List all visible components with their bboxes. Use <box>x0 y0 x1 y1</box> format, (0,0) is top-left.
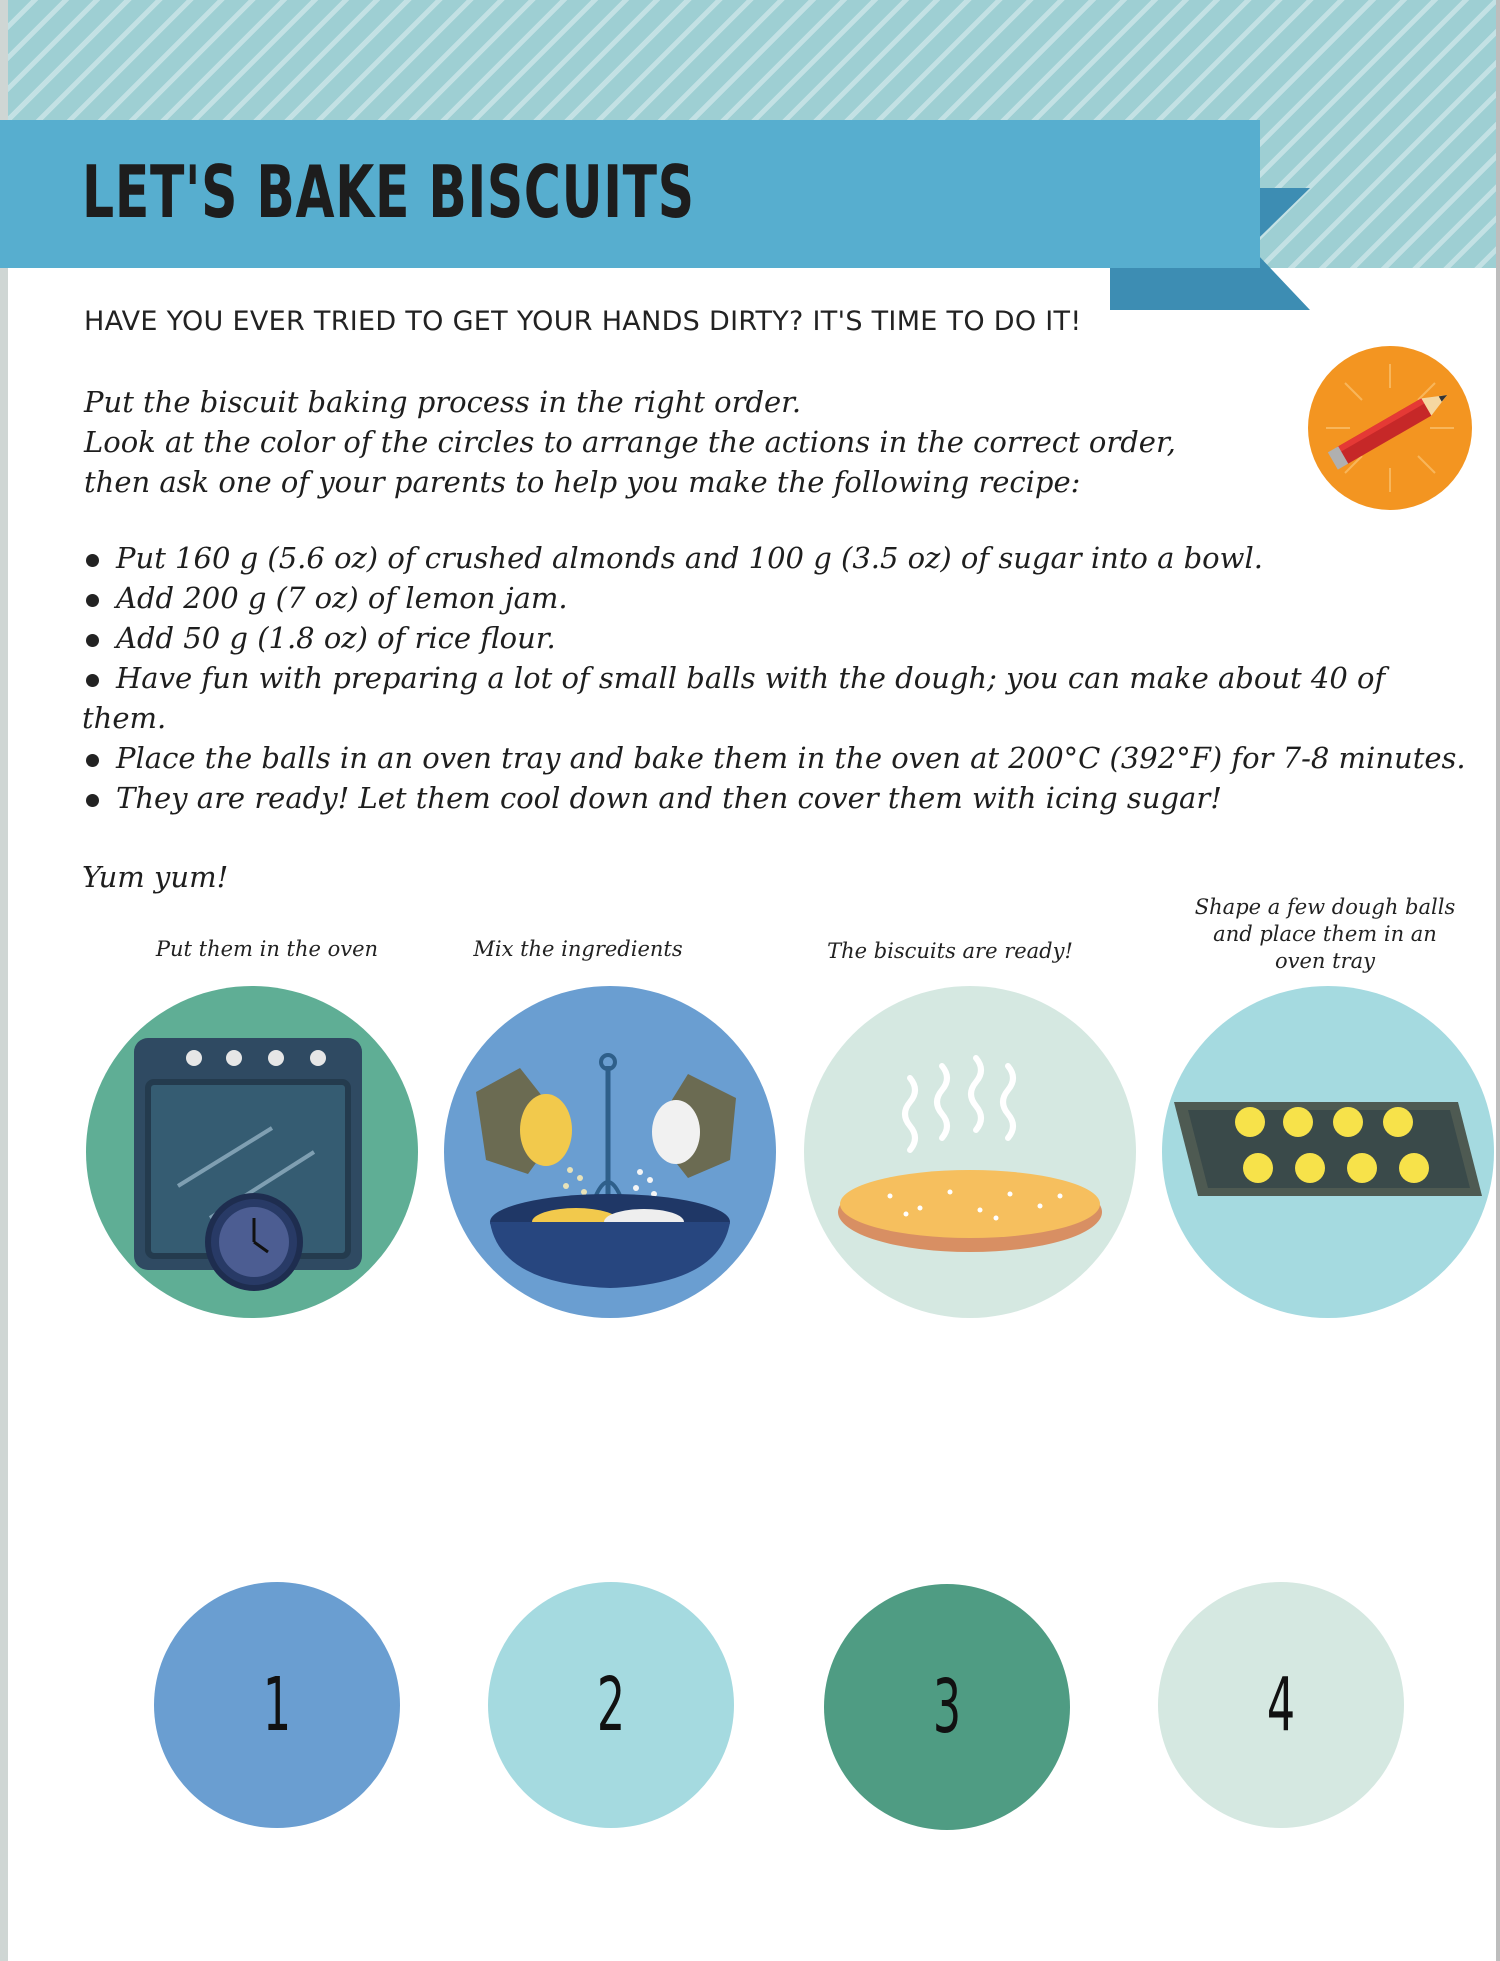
recipe-step: Put 160 g (5.6 oz) of crushed almonds and 100 g (3.5 oz) of sugar into a bowl. <box>82 538 1466 578</box>
order-circle-1 <box>154 1582 400 1828</box>
order-circle-2 <box>488 1582 734 1828</box>
recipe-steps <box>82 538 1466 818</box>
intro-line: Put the biscuit baking process in the right order. <box>84 385 802 419</box>
order-circle-4 <box>1158 1582 1404 1828</box>
recipe-step: Add 200 g (7 oz) of lemon jam. <box>82 578 1466 618</box>
page-subtitle: HAVE YOU EVER TRIED TO GET YOUR HANDS DIRTY? IT'S TIME TO DO IT! <box>84 306 1082 337</box>
caption-shape: Shape a few dough balls and place them in an oven tray <box>1194 895 1456 973</box>
closing-text: Yum yum! <box>82 860 229 894</box>
order-number: 3 <box>932 1664 962 1750</box>
intro-text <box>84 382 1176 502</box>
picture-circle-ready <box>804 986 1136 1318</box>
oven-tray-icon <box>1158 982 1498 1322</box>
recipe-step: They are ready! Let them cool down and then cover them with icing sugar! <box>82 778 1466 818</box>
page-edge-left <box>0 0 8 1961</box>
order-number: 1 <box>262 1662 292 1748</box>
page-edge-right <box>1496 0 1500 1961</box>
oven-icon <box>82 982 422 1322</box>
recipe-step: Place the balls in an oven tray and bake them in the oven at 200°C (392°F) for 7-8 minutes. <box>82 738 1466 778</box>
intro-line: Look at the color of the circles to arrange the actions in the correct order, <box>84 425 1176 459</box>
caption-mix: Mix the ingredients <box>473 937 683 961</box>
caption-oven: Put them in the oven <box>155 937 379 961</box>
order-number: 2 <box>596 1662 626 1748</box>
mixing-bowl-icon <box>440 982 780 1322</box>
page-title: LET'S BAKE BISCUITS <box>82 150 695 234</box>
order-circle-3 <box>824 1584 1070 1830</box>
recipe-step: Have fun with preparing a lot of small balls with the dough; you can make about 40 of them. <box>82 658 1422 738</box>
recipe-step: Add 50 g (1.8 oz) of rice flour. <box>82 618 1466 658</box>
pencil-icon <box>1306 344 1474 512</box>
intro-line: then ask one of your parents to help you make the following recipe: <box>84 465 1081 499</box>
caption-ready: The biscuits are ready! <box>827 939 1073 963</box>
order-number: 4 <box>1266 1662 1296 1748</box>
baked-biscuit-icon <box>800 982 1140 1322</box>
